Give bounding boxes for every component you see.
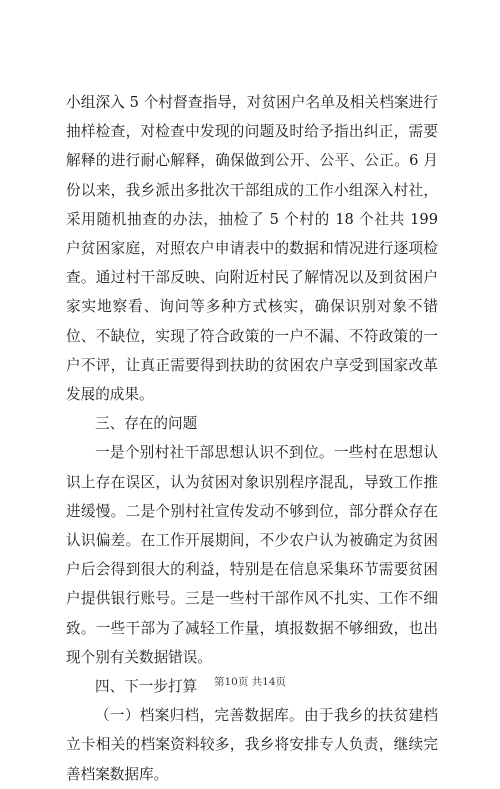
paragraph-next-steps-item-1: （一）档案归档，完善数据库。由于我乡的扶贫建档立卡相关的档案资料较多，我乡将安排专人负责，继续完善档案数据库。 xyxy=(66,707,438,783)
paragraph-inspection-continuation: 小组深入 5 个村督查指导，对贫困户名单及相关档案进行抽样检查，对检查中发现的问题及时给予指出纠正，需要解释的进行耐心解释，确保做到公开、公平、公正。6 月份以来，我乡派出多批次干部组成的工作小组深入村社，采用随机抽查的办法，抽检了 5 个村的 18 个社共 199 户贫困家庭，对照农户申请表中的数据和情况进行逐项检查。通过村干部反映、向附近村民了解情况以及到贫困户家实地察看、询问等多种方式核实，确保识别对象不错位、不缺位，实现了符合政策的一户不漏、不符政策的一户不评，让真正需要得到扶助的贫困农户享受到国家改革发展的成果。 xyxy=(66,94,438,404)
section-heading-next-steps: 四、下一步打算 xyxy=(95,678,198,696)
paragraph-existing-problems: 一是个别村社干部思想认识不到位。一些村在思想认识上存在误区，认为贫困对象识别程序混乱，导致工作推进缓慢。二是个别村社宣传发动不够到位，部分群众存在认识偏差。在工作开展期间，不少农户认为被确定为贫困户后会得到很大的利益，特别是在信息采集环节需要贫困户提供银行账号。三是一些村干部作风不扎实、工作不细致。一些干部为了减轻工作量，填报数据不够细致，也出现个别有关数据错误。 xyxy=(66,444,438,666)
page-number-footer: 第10页 共14页 xyxy=(213,676,287,688)
section-heading-existing-problems: 三、存在的问题 xyxy=(95,415,198,433)
